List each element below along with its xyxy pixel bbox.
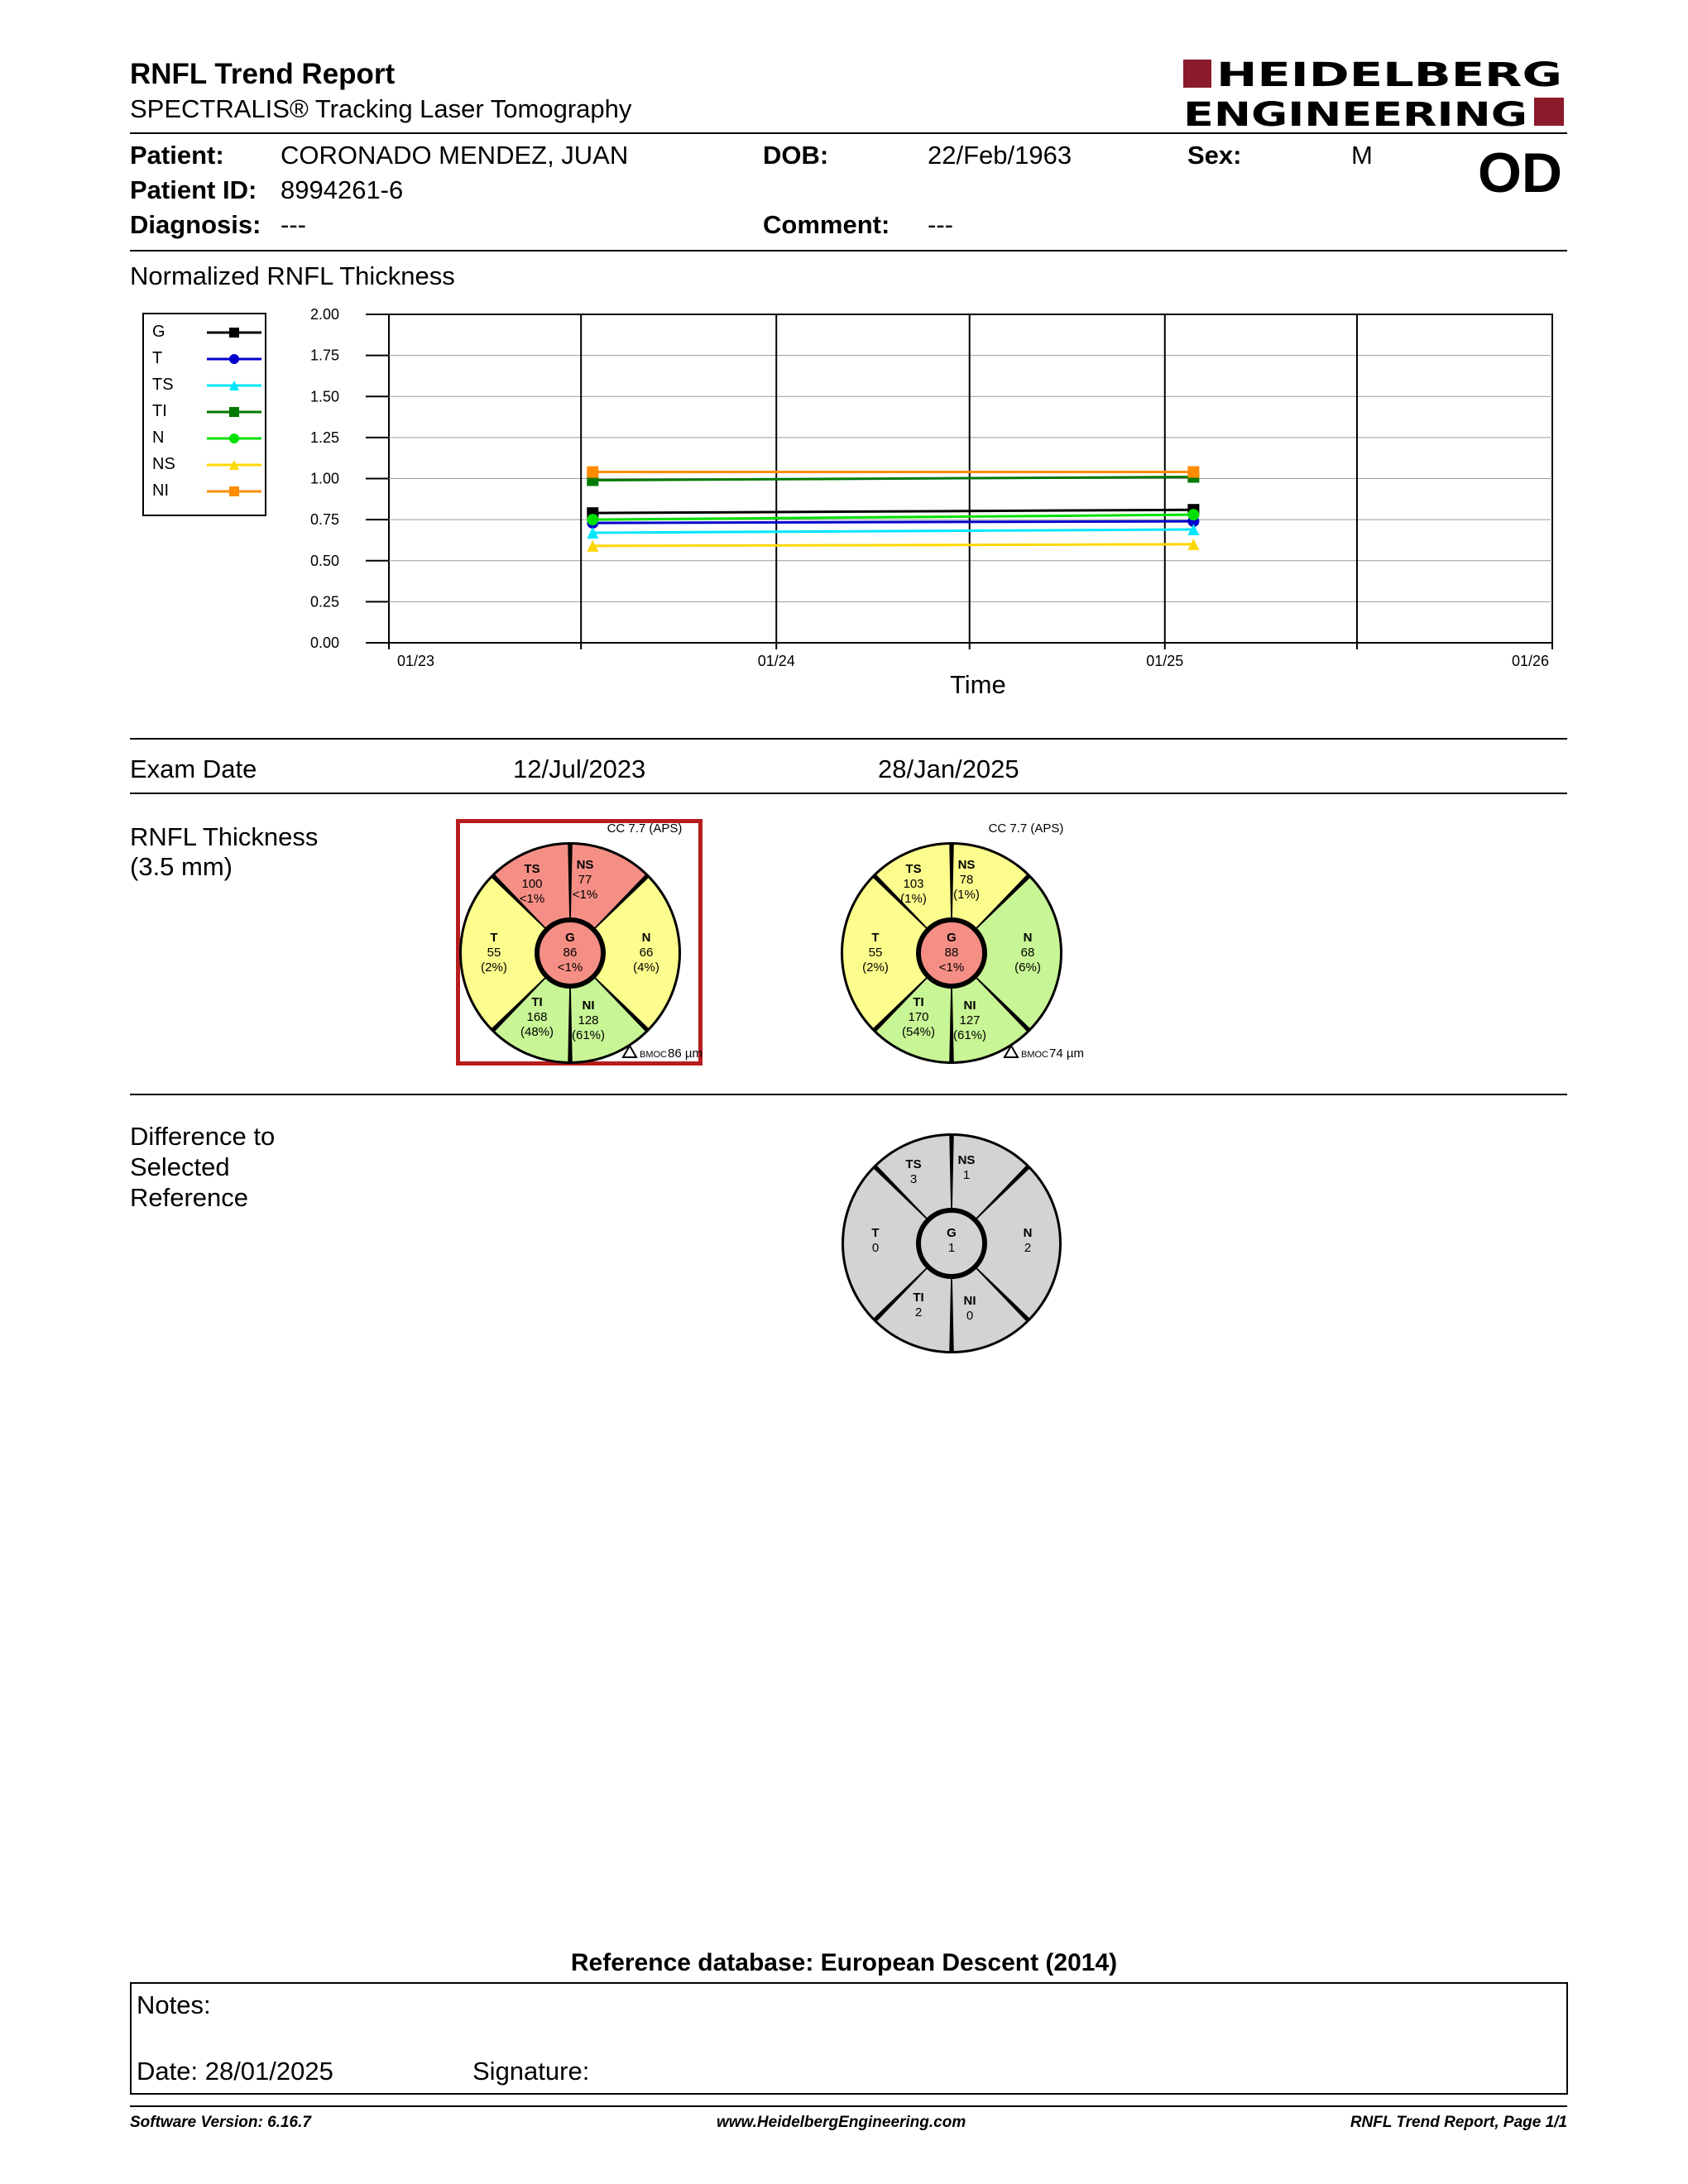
legend-label: N: [152, 429, 165, 447]
legend-label: NS: [152, 455, 175, 473]
legend-item-n: [149, 425, 261, 452]
logo-line2: ENGINEERING: [1183, 96, 1527, 132]
sector-t-percentile: (2%): [862, 960, 889, 975]
sector-t-value: 0: [871, 1241, 880, 1255]
comment-value: ---: [928, 210, 953, 239]
y-tick-label: 2.00: [309, 306, 339, 323]
dob-value: 22/Feb/1963: [928, 141, 1072, 170]
bmo-value: 86 µm: [668, 1046, 703, 1061]
notes-label: Notes:: [137, 1990, 211, 2019]
sector-ts-name: TS: [905, 862, 922, 876]
series-line-ns: [592, 544, 1193, 546]
trend-chart: [124, 298, 1564, 711]
sector-n-name: N: [1023, 1226, 1033, 1240]
cc-label: CC 7.7 (APS): [988, 821, 1064, 836]
sector-ni-percentile: (61%): [571, 1028, 606, 1042]
exam-date-1: 12/Jul/2023: [513, 754, 646, 783]
exam-bottom-rule: [130, 793, 1567, 794]
sector-ns-name: NS: [957, 858, 976, 872]
sector-ts-percentile: <1%: [519, 892, 545, 906]
sector-ns-name: NS: [957, 1153, 976, 1167]
logo-square-bottom: [1534, 98, 1564, 126]
sector-n-name: N: [1023, 931, 1033, 945]
patient-id-value: 8994261-6: [281, 175, 404, 204]
sector-ns-value: 1: [962, 1168, 971, 1182]
sector-ni-value: 128: [578, 1013, 599, 1027]
legend-swatch: [207, 351, 261, 367]
sector-n-percentile: (6%): [1014, 960, 1041, 975]
sector-ni-percentile: (61%): [952, 1028, 987, 1042]
cc-label: CC 7.7 (APS): [607, 821, 683, 836]
exam-date-2: 28/Jan/2025: [878, 754, 1019, 783]
sector-ts-value: 103: [903, 877, 924, 891]
legend-item-t: [149, 346, 261, 372]
eye-indicator: OD: [1478, 141, 1562, 204]
sector-ti-percentile: (48%): [520, 1025, 554, 1039]
data-point-ni: [587, 467, 598, 478]
sector-ti-name: TI: [531, 995, 543, 1009]
legend-swatch: [207, 404, 261, 420]
diagnosis-value: ---: [281, 210, 306, 239]
sector-n-value: 68: [1020, 946, 1035, 960]
sex-value: M: [1351, 141, 1373, 170]
bmo-label: BMOC: [1021, 1050, 1048, 1060]
legend-swatch: [207, 377, 261, 394]
y-tick-label: 1.00: [309, 470, 339, 487]
sector-g-value: 86: [563, 946, 578, 960]
legend-marker: [229, 354, 239, 364]
notes-box[interactable]: [130, 1982, 1568, 2095]
data-point-n: [587, 514, 598, 525]
patient-id-label: Patient ID:: [130, 175, 257, 204]
legend-marker: [229, 328, 239, 338]
page-number: RNFL Trend Report, Page 1/1: [1350, 2114, 1567, 2131]
logo-square-top: [1183, 60, 1211, 88]
exam-top-rule: [130, 738, 1567, 740]
difference-label-2: Selected: [130, 1152, 230, 1181]
sector-ni-name: NI: [582, 999, 595, 1013]
sector-ns-value: 78: [959, 873, 974, 887]
difference-label-3: Reference: [130, 1183, 249, 1212]
notes-date: Date: 28/01/2025: [137, 2057, 333, 2086]
legend-swatch: [207, 483, 261, 500]
sector-ns-percentile: (1%): [953, 888, 980, 902]
legend-label: T: [152, 349, 163, 367]
patient-rule: [130, 250, 1567, 251]
sector-ni-value: 0: [966, 1309, 974, 1323]
chart-section-title: Normalized RNFL Thickness: [130, 261, 455, 290]
sector-n-value: 66: [639, 946, 654, 960]
legend-marker: [229, 486, 239, 496]
sector-ni-value: 127: [959, 1013, 981, 1027]
series-line-t: [592, 521, 1193, 523]
sector-ti-name: TI: [913, 1291, 924, 1305]
sector-g-percentile: <1%: [938, 960, 965, 975]
sector-ts-name: TS: [905, 1157, 922, 1171]
sector-ti-value: 168: [526, 1010, 548, 1024]
legend-item-ti: [149, 399, 261, 425]
sector-ts-name: TS: [524, 862, 540, 876]
y-tick-label: 1.25: [309, 429, 339, 446]
bmo-value: 74 µm: [1049, 1046, 1084, 1061]
reference-database: Reference database: European Descent (2014): [570, 1949, 1118, 1976]
y-tick-label: 1.50: [309, 388, 339, 405]
sector-ti-value: 170: [908, 1010, 929, 1024]
report-subtitle: SPECTRALIS® Tracking Laser Tomography: [130, 94, 632, 123]
signature-label: Signature:: [472, 2057, 590, 2086]
data-point-ni: [1187, 467, 1199, 478]
sector-t-value: 55: [487, 946, 501, 960]
sex-label: Sex:: [1187, 141, 1242, 170]
y-tick-label: 0.25: [309, 593, 339, 611]
sector-t-name: T: [871, 1226, 880, 1240]
sector-ti-percentile: (54%): [901, 1025, 936, 1039]
legend-label: TI: [152, 402, 167, 420]
legend-marker: [229, 407, 239, 417]
legend-item-ns: [149, 452, 261, 478]
sector-n-percentile: (4%): [633, 960, 659, 975]
sector-n-name: N: [641, 931, 651, 945]
rnfl-circle-exam-1[interactable]: [456, 819, 712, 1075]
chart-legend: [142, 313, 266, 516]
legend-swatch: [207, 430, 261, 447]
sector-ts-value: 3: [909, 1172, 918, 1186]
legend-label: TS: [152, 376, 174, 394]
legend-label: NI: [152, 481, 169, 500]
sector-ts-value: 100: [521, 877, 543, 891]
y-tick-label: 0.75: [309, 511, 339, 529]
x-tick-label: 01/25: [1146, 653, 1184, 669]
sector-ns-name: NS: [576, 858, 594, 872]
y-tick-label: 1.75: [309, 347, 339, 364]
rnfl-thickness-size: (3.5 mm): [130, 852, 233, 881]
header-rule: [130, 132, 1567, 134]
sector-g-percentile: <1%: [557, 960, 583, 975]
bmo-label: BMOC: [640, 1050, 667, 1060]
difference-top-rule: [130, 1094, 1567, 1095]
sector-ni-name: NI: [963, 1294, 976, 1308]
sector-ni-name: NI: [963, 999, 976, 1013]
footer-rule: [130, 2105, 1567, 2107]
x-tick-label: 01/23: [397, 653, 435, 669]
legend-swatch: [207, 457, 261, 473]
sector-t-name: T: [490, 931, 498, 945]
comment-label: Comment:: [763, 210, 890, 239]
sector-g-name: G: [565, 931, 575, 945]
legend-marker: [229, 433, 239, 443]
sector-t-name: T: [871, 931, 880, 945]
dob-label: DOB:: [763, 141, 829, 170]
sector-ti-value: 2: [914, 1305, 923, 1320]
software-version: Software Version: 6.16.7: [130, 2114, 311, 2131]
heidelberg-logo: [1183, 58, 1566, 132]
sector-t-percentile: (2%): [481, 960, 507, 975]
difference-label-1: Difference to: [130, 1122, 276, 1151]
x-tick-label: 01/24: [757, 653, 795, 669]
y-tick-label: 0.50: [309, 552, 339, 569]
sector-n-value: 2: [1024, 1241, 1032, 1255]
sector-ti-name: TI: [913, 995, 924, 1009]
legend-item-ts: [149, 372, 261, 399]
sector-ns-value: 77: [578, 873, 592, 887]
legend-label: G: [152, 323, 165, 341]
report-title: RNFL Trend Report: [130, 58, 396, 90]
sector-g-value: 1: [947, 1241, 956, 1255]
rnfl-thickness-label: RNFL Thickness: [130, 822, 319, 851]
data-point-n: [1187, 509, 1199, 520]
sector-ts-percentile: (1%): [900, 892, 927, 906]
legend-item-g: [149, 319, 261, 346]
website-link[interactable]: www.HeidelbergEngineering.com: [717, 2114, 966, 2131]
patient-name: CORONADO MENDEZ, JUAN: [281, 141, 629, 170]
y-tick-label: 0.00: [309, 635, 339, 651]
legend-swatch: [207, 324, 261, 341]
sector-g-value: 88: [944, 946, 959, 960]
sector-g-name: G: [947, 931, 957, 945]
sector-t-value: 55: [868, 946, 883, 960]
difference-circle: [837, 1132, 1086, 1380]
rnfl-circle-exam-2[interactable]: [837, 819, 1094, 1075]
diagnosis-label: Diagnosis:: [130, 210, 261, 239]
logo-line1: HEIDELBERG: [1216, 58, 1562, 94]
sector-g-name: G: [947, 1226, 957, 1240]
x-tick-label: 01/26: [1511, 653, 1549, 669]
exam-date-label: Exam Date: [130, 754, 257, 783]
x-axis-label: Time: [950, 670, 1006, 699]
patient-label: Patient:: [130, 141, 224, 170]
sector-ns-percentile: <1%: [572, 888, 598, 902]
legend-item-ni: [149, 478, 261, 505]
